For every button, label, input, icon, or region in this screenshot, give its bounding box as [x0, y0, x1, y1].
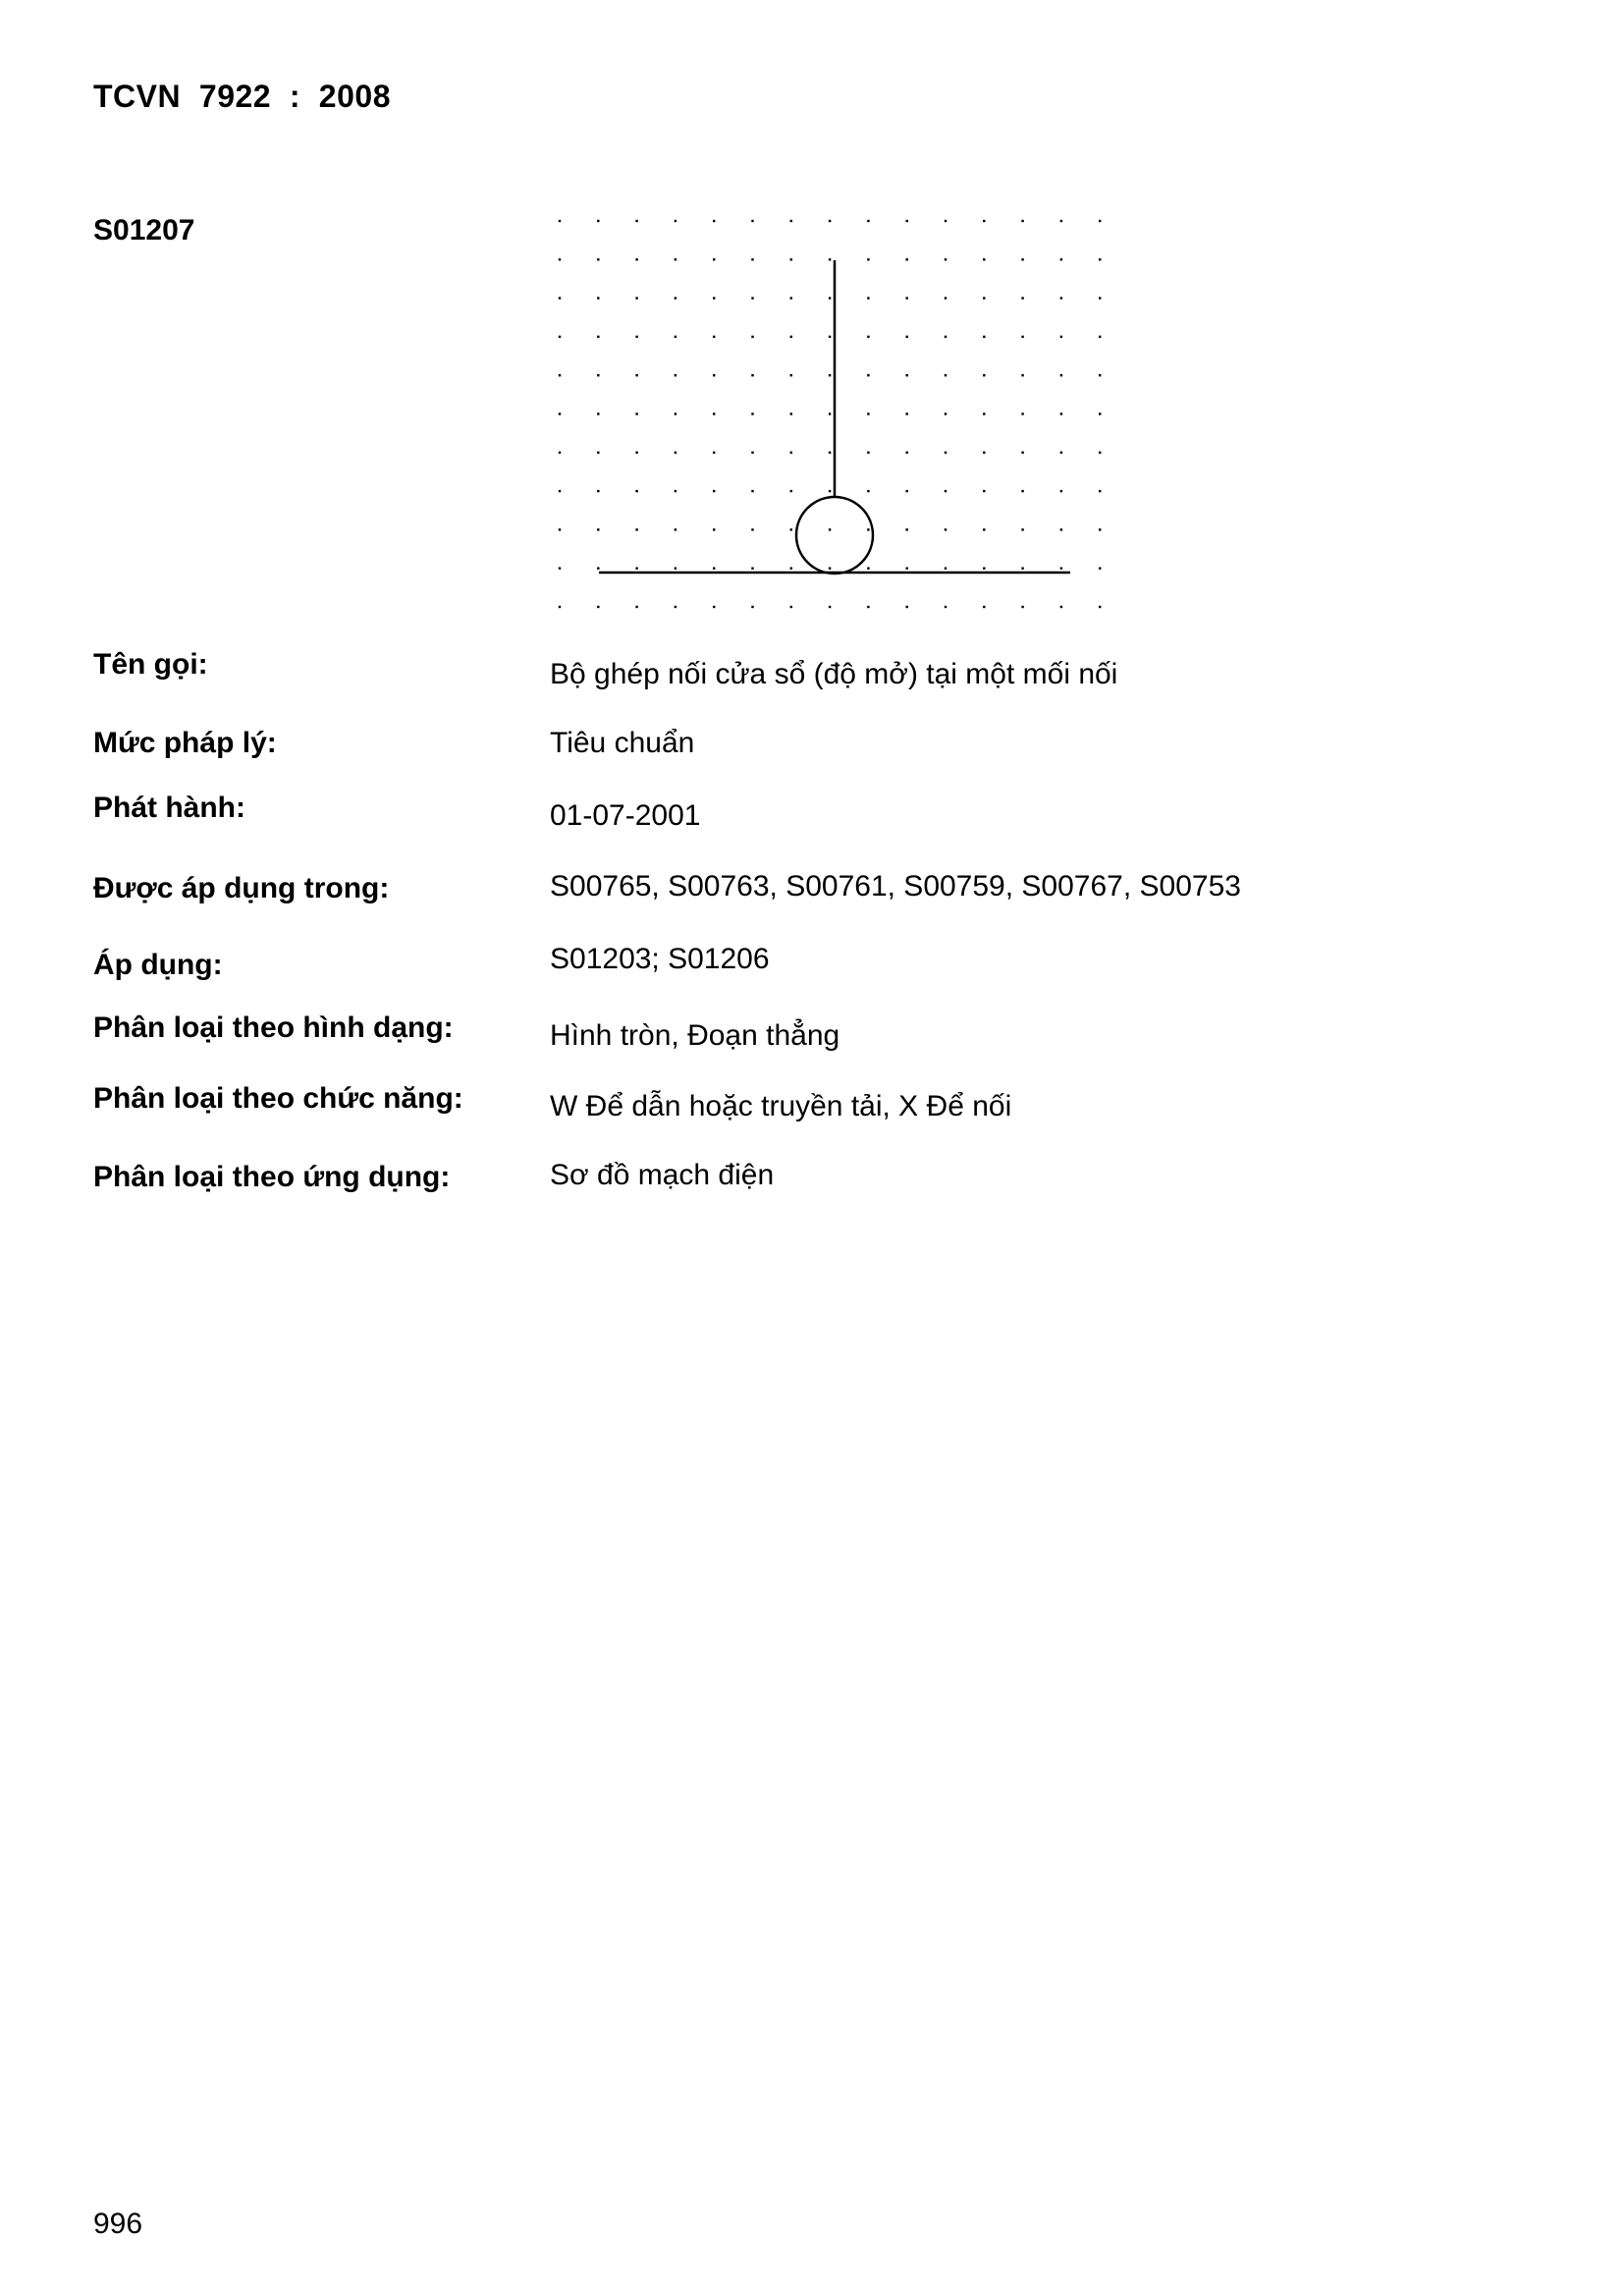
- field-label-duoc-ap-dung-trong: Được áp dụng trong:: [93, 872, 390, 904]
- grid-dot: [1021, 336, 1023, 338]
- field-value-muc-phap-ly: Tiêu chuẩn: [550, 727, 695, 759]
- grid-dot: [867, 297, 869, 299]
- grid-dot: [906, 412, 908, 414]
- grid-dot: [1099, 528, 1101, 530]
- grid-dot: [983, 258, 985, 260]
- grid-dot: [675, 297, 677, 299]
- grid-dot: [559, 374, 561, 376]
- grid-dot: [635, 528, 637, 530]
- grid-dot: [829, 374, 831, 376]
- grid-dot: [675, 490, 677, 492]
- grid-dot: [945, 336, 947, 338]
- grid-dot: [597, 528, 599, 530]
- grid-dot: [635, 568, 637, 570]
- grid-dot: [867, 568, 869, 570]
- grid-dot: [829, 412, 831, 414]
- grid-dot: [1021, 452, 1023, 454]
- grid-dot: [906, 258, 908, 260]
- grid-dot: [751, 528, 753, 530]
- field-label-phan-loai-hinh-dang: Phân loại theo hình dạng:: [93, 1011, 454, 1044]
- grid-dot: [906, 568, 908, 570]
- grid-dot: [713, 606, 715, 608]
- grid-dot: [559, 412, 561, 414]
- grid-dot: [1099, 336, 1101, 338]
- grid-dot: [635, 374, 637, 376]
- grid-dot: [945, 490, 947, 492]
- grid-dot: [635, 336, 637, 338]
- grid-dot: [867, 606, 869, 608]
- grid-dot: [751, 220, 753, 222]
- field-label-ap-dung: Áp dụng:: [93, 949, 223, 981]
- grid-dot: [675, 528, 677, 530]
- grid-dot: [945, 374, 947, 376]
- grid-dot: [1021, 220, 1023, 222]
- symbol-id: S01207: [93, 214, 195, 246]
- grid-dot: [635, 490, 637, 492]
- grid-dot: [751, 297, 753, 299]
- grid-dot: [906, 528, 908, 530]
- grid-dot: [790, 336, 792, 338]
- grid-dot: [675, 452, 677, 454]
- grid-dot: [559, 528, 561, 530]
- window-coupler-icon: [599, 260, 1070, 574]
- junction-circle: [796, 497, 873, 574]
- grid-dot: [983, 336, 985, 338]
- field-label-phat-hanh: Phát hành:: [93, 792, 245, 824]
- grid-dot: [1021, 374, 1023, 376]
- grid-dot: [1060, 412, 1062, 414]
- grid-dot: [983, 452, 985, 454]
- grid-dot: [983, 606, 985, 608]
- grid-dot: [1021, 606, 1023, 608]
- grid-dot: [945, 606, 947, 608]
- grid-dot: [906, 490, 908, 492]
- grid-dot: [790, 374, 792, 376]
- grid-dot: [867, 258, 869, 260]
- grid-dot: [983, 220, 985, 222]
- grid-dot: [635, 220, 637, 222]
- grid-dot: [713, 412, 715, 414]
- grid-dot: [1060, 374, 1062, 376]
- grid-dot: [1099, 412, 1101, 414]
- grid-dot: [1021, 490, 1023, 492]
- grid-dot: [675, 606, 677, 608]
- field-value-duoc-ap-dung-trong: S00765, S00763, S00761, S00759, S00767, S00753: [550, 870, 1241, 902]
- grid-dot: [790, 528, 792, 530]
- grid-dot: [867, 412, 869, 414]
- grid-dot: [829, 490, 831, 492]
- grid-dot: [829, 258, 831, 260]
- grid-dot: [1060, 452, 1062, 454]
- grid-dot: [983, 490, 985, 492]
- symbol-figure: [550, 211, 1119, 619]
- grid-dot: [597, 258, 599, 260]
- page-number: 996: [93, 2208, 143, 2240]
- grid-dot: [1099, 568, 1101, 570]
- grid-dot: [1099, 606, 1101, 608]
- grid-dot: [906, 336, 908, 338]
- grid-dot: [1060, 258, 1062, 260]
- grid-dot: [597, 568, 599, 570]
- grid-dot: [906, 374, 908, 376]
- grid-dot: [945, 452, 947, 454]
- grid-dot: [867, 490, 869, 492]
- field-label-phan-loai-ung-dung: Phân loại theo ứng dụng:: [93, 1161, 451, 1193]
- field-value-phan-loai-ung-dung: Sơ đồ mạch điện: [550, 1159, 775, 1191]
- grid-dot: [1021, 528, 1023, 530]
- grid-dot: [829, 220, 831, 222]
- grid-dot: [1021, 568, 1023, 570]
- grid-dot: [559, 606, 561, 608]
- grid-dot: [790, 412, 792, 414]
- grid-dot: [751, 490, 753, 492]
- grid-dot: [675, 374, 677, 376]
- grid-dot: [713, 297, 715, 299]
- grid-dots: [559, 220, 1102, 608]
- grid-dot: [751, 606, 753, 608]
- grid-dot: [867, 452, 869, 454]
- grid-dot: [597, 412, 599, 414]
- grid-dot: [635, 606, 637, 608]
- grid-dot: [713, 452, 715, 454]
- grid-dot: [1060, 297, 1062, 299]
- grid-dot: [597, 490, 599, 492]
- grid-dot: [1021, 412, 1023, 414]
- grid-dot: [1099, 374, 1101, 376]
- grid-dot: [713, 374, 715, 376]
- grid-dot: [945, 412, 947, 414]
- grid-dot: [790, 220, 792, 222]
- grid-dot: [983, 297, 985, 299]
- grid-dot: [713, 568, 715, 570]
- grid-dot: [1060, 568, 1062, 570]
- grid-dot: [751, 452, 753, 454]
- grid-dot: [790, 452, 792, 454]
- field-value-phat-hanh: 01-07-2001: [550, 799, 701, 832]
- grid-dot: [713, 336, 715, 338]
- field-value-phan-loai-hinh-dang: Hình tròn, Đoạn thẳng: [550, 1019, 840, 1052]
- grid-dot: [1060, 220, 1062, 222]
- grid-dot: [790, 568, 792, 570]
- grid-dot: [829, 297, 831, 299]
- grid-dot: [867, 528, 869, 530]
- grid-dot: [1060, 606, 1062, 608]
- grid-dot: [829, 336, 831, 338]
- grid-dot: [713, 220, 715, 222]
- grid-dot: [945, 258, 947, 260]
- grid-dot: [945, 568, 947, 570]
- grid-dot: [1099, 490, 1101, 492]
- field-label-muc-phap-ly: Mức pháp lý:: [93, 727, 277, 759]
- grid-dot: [597, 374, 599, 376]
- grid-dot: [1099, 452, 1101, 454]
- grid-dot: [713, 258, 715, 260]
- grid-dot: [790, 490, 792, 492]
- grid-dot: [867, 374, 869, 376]
- grid-dot: [559, 336, 561, 338]
- grid-dot: [635, 412, 637, 414]
- grid-dot: [597, 297, 599, 299]
- grid-dot: [1099, 297, 1101, 299]
- field-value-ap-dung: S01203; S01206: [550, 943, 770, 975]
- grid-dot: [906, 297, 908, 299]
- grid-dot: [1021, 297, 1023, 299]
- grid-dot: [983, 412, 985, 414]
- document-header-title: TCVN 7922 : 2008: [93, 79, 391, 114]
- grid-dot: [559, 258, 561, 260]
- field-label-phan-loai-chuc-nang: Phân loại theo chức năng:: [93, 1082, 463, 1115]
- grid-dot: [635, 452, 637, 454]
- grid-dot: [713, 528, 715, 530]
- grid-dot: [751, 374, 753, 376]
- grid-dot: [829, 528, 831, 530]
- grid-dot: [559, 297, 561, 299]
- grid-dot: [983, 374, 985, 376]
- grid-dot: [751, 336, 753, 338]
- grid-dot: [751, 568, 753, 570]
- grid-dot: [597, 606, 599, 608]
- grid-dot: [675, 258, 677, 260]
- field-label-ten-goi: Tên gọi:: [93, 648, 208, 681]
- grid-dot: [675, 336, 677, 338]
- grid-dot: [559, 220, 561, 222]
- grid-dot: [559, 452, 561, 454]
- grid-dot: [713, 490, 715, 492]
- grid-dot: [983, 568, 985, 570]
- grid-dot: [635, 297, 637, 299]
- grid-dot: [790, 258, 792, 260]
- grid-dot: [945, 528, 947, 530]
- grid-dot: [906, 606, 908, 608]
- grid-dot: [635, 258, 637, 260]
- grid-dot: [1060, 490, 1062, 492]
- grid-dot: [790, 606, 792, 608]
- grid-dot: [1099, 220, 1101, 222]
- grid-dot: [829, 452, 831, 454]
- grid-dot: [867, 220, 869, 222]
- grid-dot: [559, 568, 561, 570]
- grid-dot: [675, 220, 677, 222]
- grid-dot: [906, 220, 908, 222]
- grid-dot: [1060, 528, 1062, 530]
- grid-dot: [675, 568, 677, 570]
- grid-dot: [983, 528, 985, 530]
- grid-dot: [829, 568, 831, 570]
- field-value-phan-loai-chuc-nang: W Để dẫn hoặc truyền tải, X Để nối: [550, 1090, 1012, 1122]
- grid-dot: [790, 297, 792, 299]
- field-value-ten-goi: Bộ ghép nối cửa sổ (độ mở) tại một mối nối: [550, 658, 1118, 690]
- grid-dot: [751, 412, 753, 414]
- grid-dot: [751, 258, 753, 260]
- grid-dot: [1060, 336, 1062, 338]
- grid-dot: [867, 336, 869, 338]
- grid-dot: [597, 452, 599, 454]
- grid-dot: [675, 412, 677, 414]
- grid-dot: [945, 297, 947, 299]
- grid-dot: [559, 490, 561, 492]
- grid-dot: [597, 220, 599, 222]
- grid-dot: [597, 336, 599, 338]
- grid-dot: [906, 452, 908, 454]
- grid-dot: [945, 220, 947, 222]
- grid-dot: [1099, 258, 1101, 260]
- grid-dot: [829, 606, 831, 608]
- grid-dot: [1021, 258, 1023, 260]
